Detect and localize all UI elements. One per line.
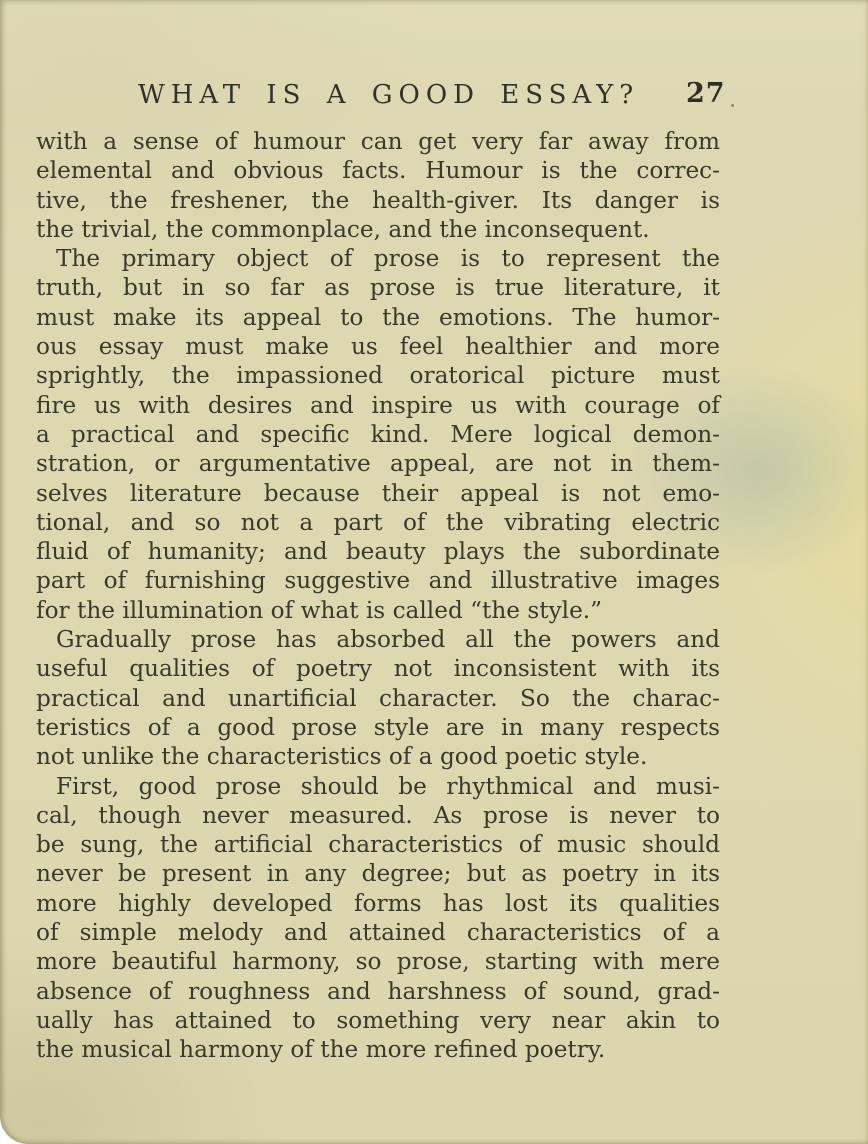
text-line: not unlike the characteristics of a good poetic style. — [36, 743, 648, 771]
text-line: The primary object of prose is to represent the — [56, 245, 720, 273]
text-line: tional, and so not a part of the vibrating electric — [36, 508, 720, 536]
text-line: teristics of a good prose style are in many respects — [36, 713, 720, 741]
text-line: stration, or argumentative appeal, are not in them- — [36, 450, 720, 478]
text-line: selves literature because their appeal is not emo- — [36, 479, 720, 507]
print-artifact-dot — [731, 104, 734, 107]
text-line: Gradually prose has absorbed all the powers and — [56, 626, 720, 654]
page-number: 27 — [686, 78, 726, 109]
text-line: ually has attained to something very near akin to — [36, 1006, 720, 1034]
text-line: fire us with desires and inspire us with courage of — [36, 391, 720, 419]
text-line: more beautiful harmony, so prose, starting with mere — [36, 948, 720, 976]
text-line: First, good prose should be rhythmical and musi- — [56, 772, 720, 800]
running-head-title: WHAT IS A GOOD ESSAY? — [138, 80, 640, 110]
text-line: be sung, the artificial characteristics of music should — [36, 831, 720, 859]
text-line: cal, though never measured. As prose is never to — [36, 801, 720, 829]
text-line: the trivial, the commonplace, and the inconsequent. — [36, 215, 650, 243]
text-line: must make its appeal to the emotions. The humor- — [36, 303, 720, 331]
text-line: truth, but in so far as prose is true literature, it — [36, 274, 720, 302]
text-line: of simple melody and attained characteristics of a — [36, 919, 720, 947]
text-line: with a sense of humour can get very far away from — [36, 128, 720, 155]
text-line: absence of roughness and harshness of sound, grad- — [36, 977, 720, 1005]
text-line: useful qualities of poetry not inconsistent with its — [36, 655, 720, 683]
text-line: the musical harmony of the more refined poetry. — [36, 1036, 606, 1064]
text-line: sprightly, the impassioned oratorical picture must — [36, 362, 720, 390]
text-line: elemental and obvious facts. Humour is the correc- — [36, 157, 720, 185]
text-line: more highly developed forms has lost its qualities — [36, 889, 720, 917]
text-line: for the illumination of what is called “the style.” — [36, 596, 603, 624]
text-line: part of furnishing suggestive and illustrative images — [36, 567, 720, 595]
text-line: never be present in any degree; but as poetry in its — [36, 860, 720, 888]
text-line: practical and unartificial character. So the charac- — [36, 684, 720, 712]
body-text — [36, 127, 720, 1065]
text-line: tive, the freshener, the health-giver. Its danger is — [36, 186, 720, 214]
text-line: ous essay must make us feel healthier and more — [36, 333, 720, 361]
text-line: a practical and specific kind. Mere logical demon- — [36, 420, 720, 448]
text-line: fluid of humanity; and beauty plays the subordinate — [36, 538, 720, 566]
